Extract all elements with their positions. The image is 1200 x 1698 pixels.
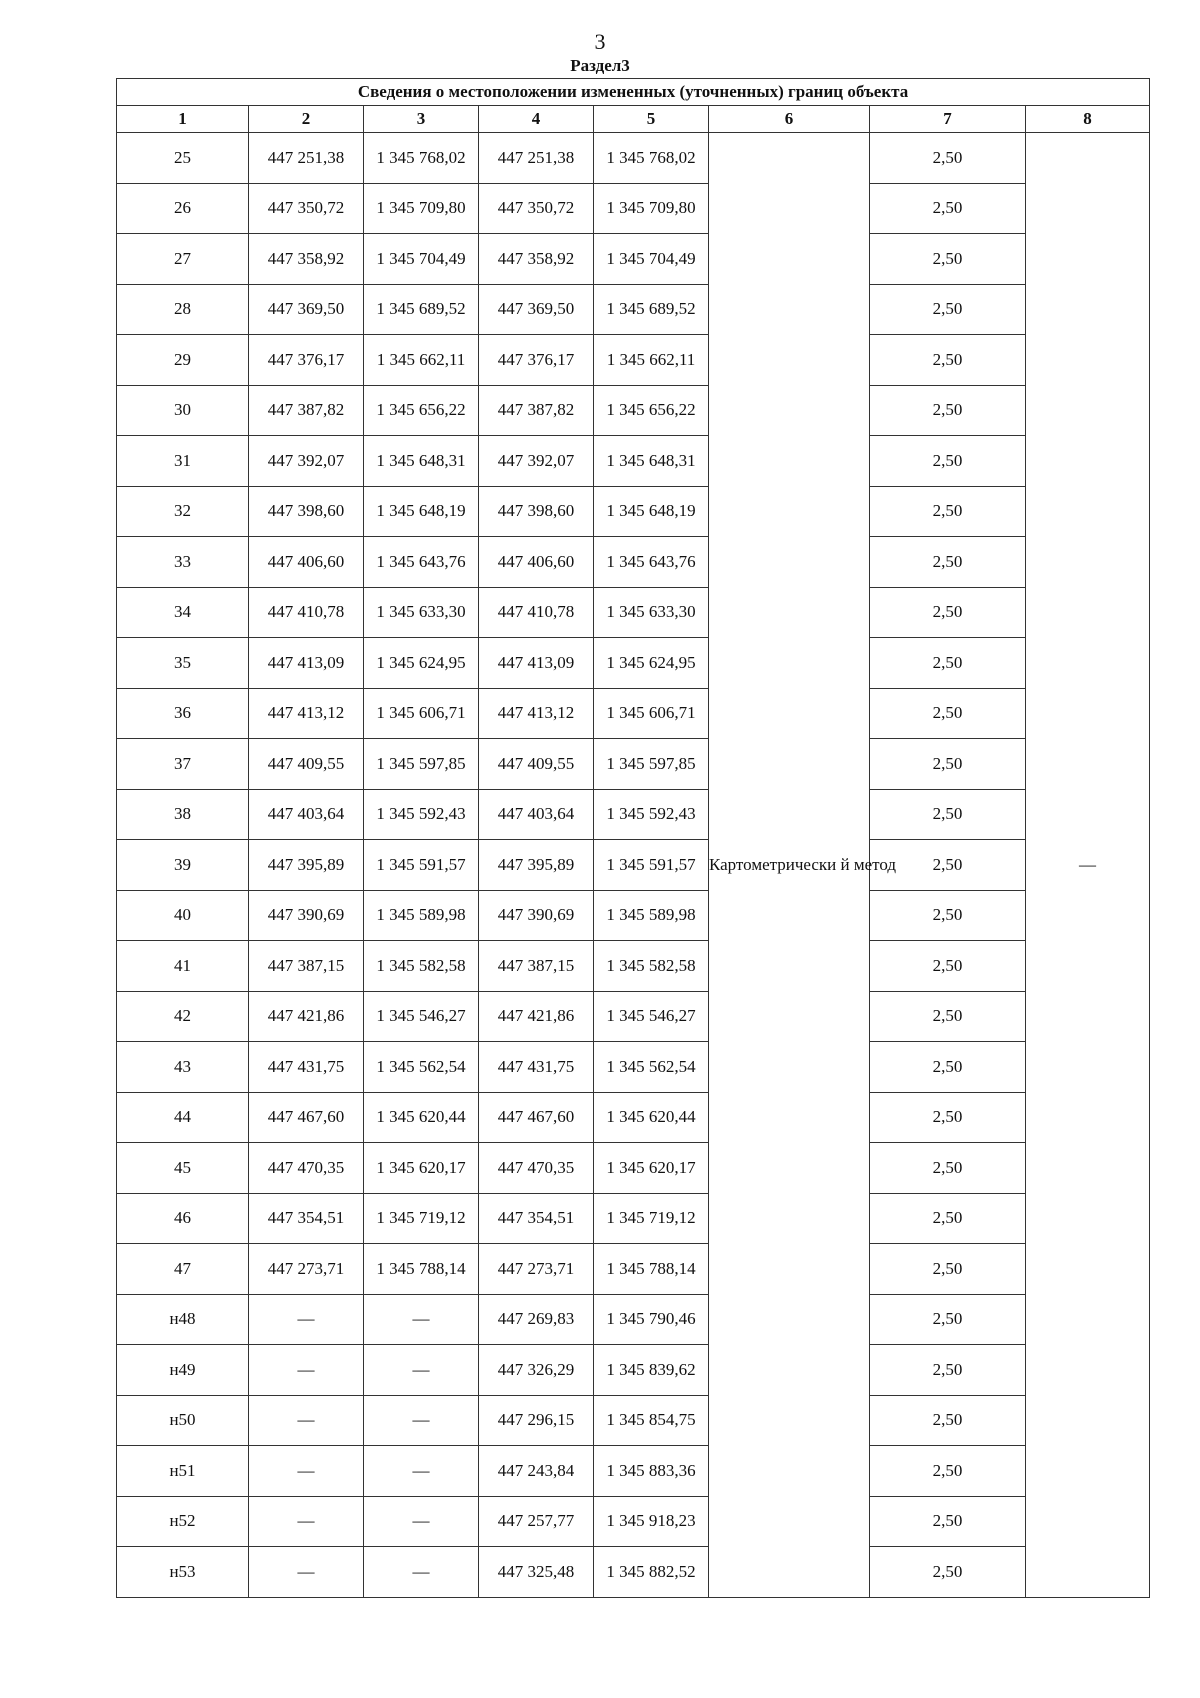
new-x-cell: 447 369,50 bbox=[479, 284, 594, 335]
table-row bbox=[117, 436, 1150, 487]
point-number-cell: 33 bbox=[117, 537, 249, 588]
point-number-cell: 44 bbox=[117, 1092, 249, 1143]
new-x-cell: 447 467,60 bbox=[479, 1092, 594, 1143]
precision-cell: 2,50 bbox=[870, 335, 1026, 386]
new-y-cell: 1 345 648,31 bbox=[594, 436, 709, 487]
precision-cell: 2,50 bbox=[870, 1193, 1026, 1244]
precision-cell: 2,50 bbox=[870, 941, 1026, 992]
old-y-cell: — bbox=[364, 1446, 479, 1497]
old-x-cell: 447 413,09 bbox=[249, 638, 364, 689]
new-y-cell: 1 345 882,52 bbox=[594, 1547, 709, 1598]
old-x-cell: 447 406,60 bbox=[249, 537, 364, 588]
precision-cell: 2,50 bbox=[870, 385, 1026, 436]
new-y-cell: 1 345 854,75 bbox=[594, 1395, 709, 1446]
point-number-cell: 35 bbox=[117, 638, 249, 689]
point-number-cell: н48 bbox=[117, 1294, 249, 1345]
new-x-cell: 447 350,72 bbox=[479, 183, 594, 234]
table-row bbox=[117, 941, 1150, 992]
point-number-cell: н53 bbox=[117, 1547, 249, 1598]
new-y-cell: 1 345 592,43 bbox=[594, 789, 709, 840]
point-number-cell: 30 bbox=[117, 385, 249, 436]
point-number-cell: 42 bbox=[117, 991, 249, 1042]
table-body bbox=[117, 133, 1150, 1598]
point-number-cell: 39 bbox=[117, 840, 249, 891]
old-y-cell: 1 345 656,22 bbox=[364, 385, 479, 436]
precision-cell: 2,50 bbox=[870, 1547, 1026, 1598]
point-number-cell: 32 bbox=[117, 486, 249, 537]
new-x-cell: 447 390,69 bbox=[479, 890, 594, 941]
new-x-cell: 447 470,35 bbox=[479, 1143, 594, 1194]
new-y-cell: 1 345 790,46 bbox=[594, 1294, 709, 1345]
old-y-cell: 1 345 648,19 bbox=[364, 486, 479, 537]
new-y-cell: 1 345 883,36 bbox=[594, 1446, 709, 1497]
table-row bbox=[117, 890, 1150, 941]
precision-cell: 2,50 bbox=[870, 133, 1026, 184]
table-row bbox=[117, 1092, 1150, 1143]
new-x-cell: 447 398,60 bbox=[479, 486, 594, 537]
table-row bbox=[117, 638, 1150, 689]
method-cell: Картометрически й метод bbox=[709, 133, 870, 1598]
table-row bbox=[117, 1193, 1150, 1244]
point-number-cell: 26 bbox=[117, 183, 249, 234]
point-number-cell: н52 bbox=[117, 1496, 249, 1547]
precision-cell: 2,50 bbox=[870, 284, 1026, 335]
precision-cell: 2,50 bbox=[870, 436, 1026, 487]
new-y-cell: 1 345 546,27 bbox=[594, 991, 709, 1042]
new-x-cell: 447 273,71 bbox=[479, 1244, 594, 1295]
point-number-cell: 45 bbox=[117, 1143, 249, 1194]
precision-cell: 2,50 bbox=[870, 890, 1026, 941]
old-x-cell: 447 431,75 bbox=[249, 1042, 364, 1093]
new-y-cell: 1 345 582,58 bbox=[594, 941, 709, 992]
old-x-cell: 447 358,92 bbox=[249, 234, 364, 285]
point-number-cell: 29 bbox=[117, 335, 249, 386]
old-x-cell: 447 251,38 bbox=[249, 133, 364, 184]
point-number-cell: 37 bbox=[117, 739, 249, 790]
new-y-cell: 1 345 704,49 bbox=[594, 234, 709, 285]
precision-cell: 2,50 bbox=[870, 537, 1026, 588]
column-number: 5 bbox=[594, 106, 709, 133]
old-x-cell: 447 395,89 bbox=[249, 840, 364, 891]
new-y-cell: 1 345 591,57 bbox=[594, 840, 709, 891]
table-row bbox=[117, 991, 1150, 1042]
new-x-cell: 447 409,55 bbox=[479, 739, 594, 790]
new-x-cell: 447 395,89 bbox=[479, 840, 594, 891]
precision-cell: 2,50 bbox=[870, 183, 1026, 234]
point-number-cell: н49 bbox=[117, 1345, 249, 1396]
old-y-cell: 1 345 606,71 bbox=[364, 688, 479, 739]
old-x-cell: 447 410,78 bbox=[249, 587, 364, 638]
point-number-cell: 41 bbox=[117, 941, 249, 992]
old-x-cell: 447 409,55 bbox=[249, 739, 364, 790]
table-row bbox=[117, 234, 1150, 285]
page-number: 3 bbox=[594, 29, 606, 54]
point-number-cell: 25 bbox=[117, 133, 249, 184]
table-row bbox=[117, 840, 1150, 891]
note-cell: — bbox=[1026, 133, 1150, 1598]
table-row bbox=[117, 385, 1150, 436]
precision-cell: 2,50 bbox=[870, 1092, 1026, 1143]
precision-cell: 2,50 bbox=[870, 638, 1026, 689]
point-number-cell: 28 bbox=[117, 284, 249, 335]
new-x-cell: 447 257,77 bbox=[479, 1496, 594, 1547]
precision-cell: 2,50 bbox=[870, 688, 1026, 739]
point-number-cell: н50 bbox=[117, 1395, 249, 1446]
table-row bbox=[117, 1143, 1150, 1194]
precision-cell: 2,50 bbox=[870, 1143, 1026, 1194]
new-y-cell: 1 345 656,22 bbox=[594, 385, 709, 436]
point-number-cell: 27 bbox=[117, 234, 249, 285]
old-y-cell: 1 345 768,02 bbox=[364, 133, 479, 184]
old-y-cell: 1 345 624,95 bbox=[364, 638, 479, 689]
old-y-cell: 1 345 620,17 bbox=[364, 1143, 479, 1194]
new-y-cell: 1 345 689,52 bbox=[594, 284, 709, 335]
old-y-cell: 1 345 582,58 bbox=[364, 941, 479, 992]
new-x-cell: 447 421,86 bbox=[479, 991, 594, 1042]
old-y-cell: — bbox=[364, 1395, 479, 1446]
column-number: 2 bbox=[249, 106, 364, 133]
new-x-cell: 447 296,15 bbox=[479, 1395, 594, 1446]
old-y-cell: — bbox=[364, 1345, 479, 1396]
new-y-cell: 1 345 768,02 bbox=[594, 133, 709, 184]
new-x-cell: 447 358,92 bbox=[479, 234, 594, 285]
old-y-cell: 1 345 546,27 bbox=[364, 991, 479, 1042]
old-y-cell: — bbox=[364, 1547, 479, 1598]
old-x-cell: 447 403,64 bbox=[249, 789, 364, 840]
new-y-cell: 1 345 719,12 bbox=[594, 1193, 709, 1244]
table-row bbox=[117, 739, 1150, 790]
new-y-cell: 1 345 648,19 bbox=[594, 486, 709, 537]
new-x-cell: 447 376,17 bbox=[479, 335, 594, 386]
new-x-cell: 447 431,75 bbox=[479, 1042, 594, 1093]
old-x-cell: 447 273,71 bbox=[249, 1244, 364, 1295]
new-x-cell: 447 403,64 bbox=[479, 789, 594, 840]
boundary-table bbox=[116, 78, 1150, 1598]
table-row bbox=[117, 537, 1150, 588]
new-y-cell: 1 345 562,54 bbox=[594, 1042, 709, 1093]
table-row bbox=[117, 133, 1150, 184]
point-number-cell: 38 bbox=[117, 789, 249, 840]
new-y-cell: 1 345 839,62 bbox=[594, 1345, 709, 1396]
new-y-cell: 1 345 620,17 bbox=[594, 1143, 709, 1194]
precision-cell: 2,50 bbox=[870, 1042, 1026, 1093]
new-y-cell: 1 345 633,30 bbox=[594, 587, 709, 638]
table-row bbox=[117, 1345, 1150, 1396]
new-y-cell: 1 345 788,14 bbox=[594, 1244, 709, 1295]
table-row bbox=[117, 1244, 1150, 1295]
column-number: 4 bbox=[479, 106, 594, 133]
table-row bbox=[117, 335, 1150, 386]
precision-cell: 2,50 bbox=[870, 789, 1026, 840]
table-row bbox=[117, 1446, 1150, 1497]
new-x-cell: 447 406,60 bbox=[479, 537, 594, 588]
column-number: 6 bbox=[709, 106, 870, 133]
old-y-cell: 1 345 591,57 bbox=[364, 840, 479, 891]
new-y-cell: 1 345 709,80 bbox=[594, 183, 709, 234]
new-y-cell: 1 345 620,44 bbox=[594, 1092, 709, 1143]
old-y-cell: 1 345 643,76 bbox=[364, 537, 479, 588]
old-x-cell: 447 398,60 bbox=[249, 486, 364, 537]
table-row bbox=[117, 688, 1150, 739]
old-x-cell: 447 470,35 bbox=[249, 1143, 364, 1194]
column-number-row bbox=[117, 106, 1150, 133]
table-caption: Сведения о местоположении измененных (уточненных) границ объекта bbox=[117, 79, 1150, 106]
point-number-cell: н51 bbox=[117, 1446, 249, 1497]
old-x-cell: 447 354,51 bbox=[249, 1193, 364, 1244]
point-number-cell: 43 bbox=[117, 1042, 249, 1093]
table-row bbox=[117, 1496, 1150, 1547]
new-x-cell: 447 392,07 bbox=[479, 436, 594, 487]
old-y-cell: 1 345 648,31 bbox=[364, 436, 479, 487]
new-x-cell: 447 243,84 bbox=[479, 1446, 594, 1497]
table-row bbox=[117, 789, 1150, 840]
old-y-cell: 1 345 562,54 bbox=[364, 1042, 479, 1093]
precision-cell: 2,50 bbox=[870, 840, 1026, 891]
point-number-cell: 46 bbox=[117, 1193, 249, 1244]
old-x-cell: 447 387,15 bbox=[249, 941, 364, 992]
old-x-cell: — bbox=[249, 1496, 364, 1547]
new-x-cell: 447 410,78 bbox=[479, 587, 594, 638]
column-number: 7 bbox=[870, 106, 1026, 133]
point-number-cell: 31 bbox=[117, 436, 249, 487]
column-number: 1 bbox=[117, 106, 249, 133]
new-x-cell: 447 269,83 bbox=[479, 1294, 594, 1345]
old-x-cell: — bbox=[249, 1294, 364, 1345]
old-x-cell: 447 421,86 bbox=[249, 991, 364, 1042]
point-number-cell: 40 bbox=[117, 890, 249, 941]
old-x-cell: 447 390,69 bbox=[249, 890, 364, 941]
table-row bbox=[117, 183, 1150, 234]
old-y-cell: — bbox=[364, 1294, 479, 1345]
new-x-cell: 447 251,38 bbox=[479, 133, 594, 184]
new-y-cell: 1 345 624,95 bbox=[594, 638, 709, 689]
old-x-cell: 447 413,12 bbox=[249, 688, 364, 739]
new-x-cell: 447 325,48 bbox=[479, 1547, 594, 1598]
old-y-cell: 1 345 689,52 bbox=[364, 284, 479, 335]
point-number-cell: 47 bbox=[117, 1244, 249, 1295]
old-y-cell: 1 345 662,11 bbox=[364, 335, 479, 386]
precision-cell: 2,50 bbox=[870, 587, 1026, 638]
old-x-cell: 447 467,60 bbox=[249, 1092, 364, 1143]
precision-cell: 2,50 bbox=[870, 1496, 1026, 1547]
old-y-cell: 1 345 788,14 bbox=[364, 1244, 479, 1295]
old-y-cell: 1 345 597,85 bbox=[364, 739, 479, 790]
new-y-cell: 1 345 662,11 bbox=[594, 335, 709, 386]
table-row bbox=[117, 587, 1150, 638]
precision-cell: 2,50 bbox=[870, 486, 1026, 537]
precision-cell: 2,50 bbox=[870, 991, 1026, 1042]
section-title: Раздел3 bbox=[570, 56, 630, 75]
old-y-cell: 1 345 589,98 bbox=[364, 890, 479, 941]
table-row bbox=[117, 1294, 1150, 1345]
new-y-cell: 1 345 606,71 bbox=[594, 688, 709, 739]
old-y-cell: — bbox=[364, 1496, 479, 1547]
table-row bbox=[117, 1547, 1150, 1598]
table-row bbox=[117, 284, 1150, 335]
table-row bbox=[117, 1042, 1150, 1093]
precision-cell: 2,50 bbox=[870, 1395, 1026, 1446]
new-x-cell: 447 387,82 bbox=[479, 385, 594, 436]
old-y-cell: 1 345 592,43 bbox=[364, 789, 479, 840]
point-number-cell: 34 bbox=[117, 587, 249, 638]
old-y-cell: 1 345 633,30 bbox=[364, 587, 479, 638]
old-x-cell: 447 369,50 bbox=[249, 284, 364, 335]
precision-cell: 2,50 bbox=[870, 1446, 1026, 1497]
old-y-cell: 1 345 620,44 bbox=[364, 1092, 479, 1143]
new-y-cell: 1 345 589,98 bbox=[594, 890, 709, 941]
new-y-cell: 1 345 643,76 bbox=[594, 537, 709, 588]
precision-cell: 2,50 bbox=[870, 1345, 1026, 1396]
precision-cell: 2,50 bbox=[870, 739, 1026, 790]
precision-cell: 2,50 bbox=[870, 234, 1026, 285]
old-y-cell: 1 345 719,12 bbox=[364, 1193, 479, 1244]
new-y-cell: 1 345 597,85 bbox=[594, 739, 709, 790]
table-row bbox=[117, 1395, 1150, 1446]
old-x-cell: 447 392,07 bbox=[249, 436, 364, 487]
old-x-cell: 447 376,17 bbox=[249, 335, 364, 386]
old-x-cell: — bbox=[249, 1395, 364, 1446]
old-x-cell: — bbox=[249, 1446, 364, 1497]
point-number-cell: 36 bbox=[117, 688, 249, 739]
new-x-cell: 447 326,29 bbox=[479, 1345, 594, 1396]
new-x-cell: 447 387,15 bbox=[479, 941, 594, 992]
new-x-cell: 447 413,12 bbox=[479, 688, 594, 739]
old-x-cell: 447 350,72 bbox=[249, 183, 364, 234]
new-x-cell: 447 354,51 bbox=[479, 1193, 594, 1244]
new-y-cell: 1 345 918,23 bbox=[594, 1496, 709, 1547]
old-x-cell: — bbox=[249, 1547, 364, 1598]
precision-cell: 2,50 bbox=[870, 1244, 1026, 1295]
old-y-cell: 1 345 709,80 bbox=[364, 183, 479, 234]
old-y-cell: 1 345 704,49 bbox=[364, 234, 479, 285]
old-x-cell: — bbox=[249, 1345, 364, 1396]
precision-cell: 2,50 bbox=[870, 1294, 1026, 1345]
old-x-cell: 447 387,82 bbox=[249, 385, 364, 436]
table-row bbox=[117, 486, 1150, 537]
new-x-cell: 447 413,09 bbox=[479, 638, 594, 689]
column-number: 3 bbox=[364, 106, 479, 133]
column-number: 8 bbox=[1026, 106, 1150, 133]
